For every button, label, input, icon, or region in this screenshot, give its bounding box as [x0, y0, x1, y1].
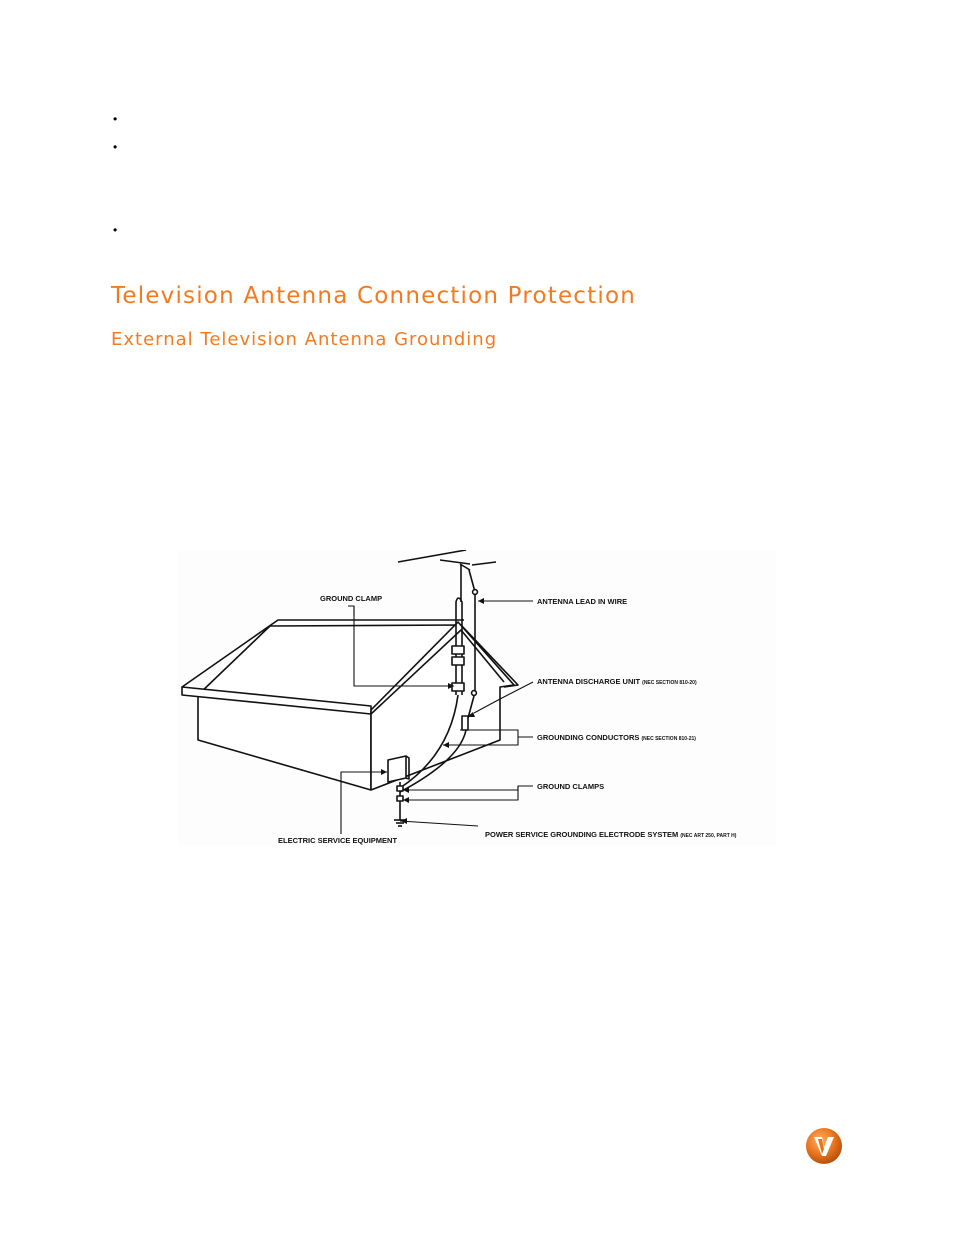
vizio-logo-icon — [805, 1127, 843, 1165]
label-grounding-conductors-text: GROUNDING CONDUCTORS — [537, 733, 640, 742]
antenna-grounding-diagram — [178, 550, 776, 846]
label-power-service-text: POWER SERVICE GROUNDING ELECTRODE SYSTEM — [485, 830, 679, 839]
bullet-2: • — [113, 140, 118, 154]
label-ground-clamp: GROUND CLAMP — [320, 594, 383, 603]
label-power-service-note: (NEC ART 250, PART H) — [680, 833, 737, 839]
label-antenna-lead: ANTENNA LEAD IN WIRE — [537, 597, 628, 606]
label-discharge-unit-text: ANTENNA DISCHARGE UNIT — [537, 677, 641, 686]
section-title: Television Antenna Connection Protection — [111, 283, 637, 309]
label-discharge-unit-note: (NEC SECTION 810-20) — [642, 680, 697, 686]
bullet-1: • — [113, 112, 118, 126]
bullet-3: • — [113, 223, 118, 237]
label-electric-service: ELECTRIC SERVICE EQUIPMENT — [278, 836, 398, 845]
label-ground-clamps: GROUND CLAMPS — [537, 782, 605, 791]
label-grounding-conductors-note: (NEC SECTION 810-21) — [641, 736, 696, 742]
section-subtitle: External Television Antenna Grounding — [111, 329, 498, 350]
